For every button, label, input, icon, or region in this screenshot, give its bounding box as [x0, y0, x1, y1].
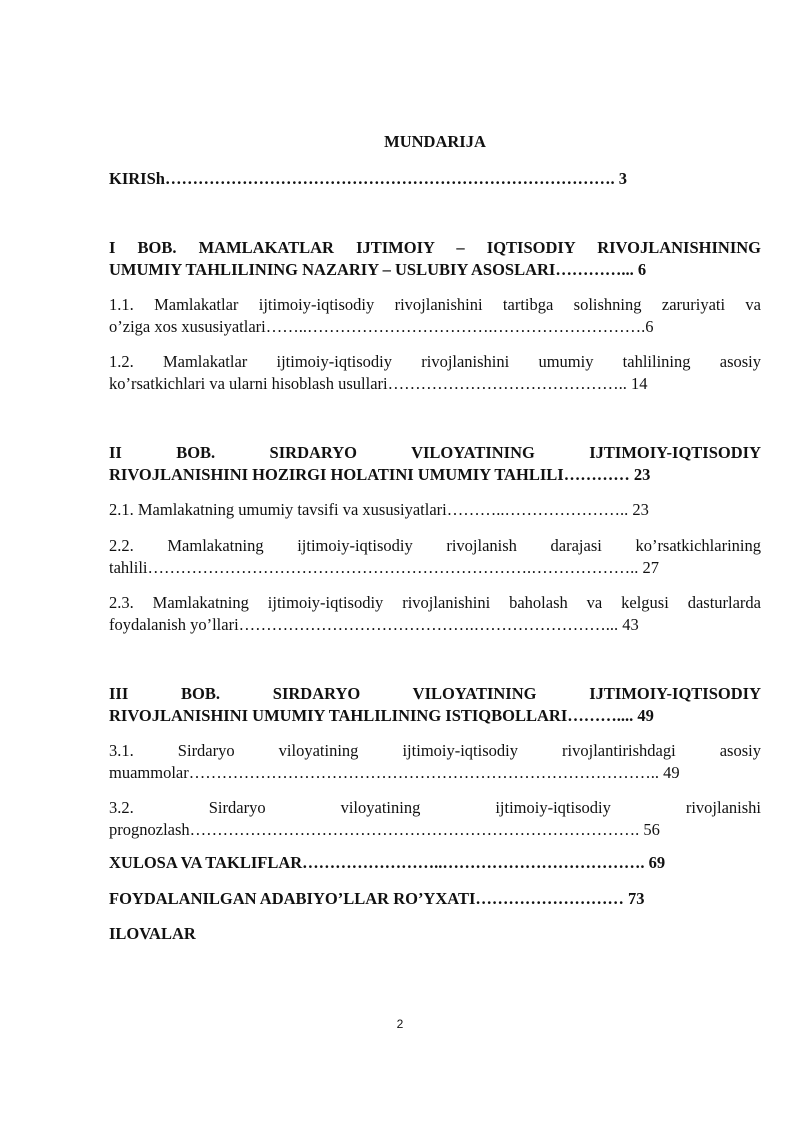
toc-section-1-2-line-2: ko’rsatkichlari va ularni hisoblash usullari…………………………………….. 14 — [109, 374, 648, 393]
toc-entry-adabiyot — [109, 889, 761, 909]
toc-section-3-2-cont — [109, 820, 761, 840]
toc-section-3-2-line-2: prognozlash………………………………………………………………………. 56 — [109, 820, 660, 839]
toc-chapter-1-cont — [109, 260, 761, 280]
toc-section-3-1 — [109, 741, 761, 761]
toc-section-2-3-line-2: foydalanish yo’llari…………………………………….……………………... 43 — [109, 615, 639, 634]
toc-chapter-3-cont — [109, 706, 761, 726]
toc-section-2-2-line-1: 2.2. Mamlakatning ijtimoiy-iqtisodiy rivojlanish darajasi ko’rsatkichlarining — [109, 536, 761, 555]
toc-section-2-2 — [109, 536, 761, 556]
toc-section-3-1-line-1: 3.1. Sirdaryo viloyatining ijtimoiy-iqtisodiy rivojlantirishdagi asosiy — [109, 741, 761, 760]
toc-section-3-2 — [109, 798, 761, 818]
toc-entry-text: XULOSA VA TAKLIFLAR……………………..………………………………. 69 — [109, 853, 666, 872]
toc-section-2-3 — [109, 593, 761, 613]
toc-section-2-3-cont — [109, 615, 761, 635]
toc-chapter-1 — [109, 238, 761, 258]
toc-section-2-2-cont — [109, 558, 761, 578]
toc-entry-text: FOYDALANILGAN ADABIYO’LLAR RO’YXATI……………………… 73 — [109, 889, 645, 908]
toc-section-1-1-line-2: o’ziga xos xususiyatlari……..…………………………….……………………….6 — [109, 317, 654, 336]
toc-section-3-2-line-1: 3.2. Sirdaryo viloyatining ijtimoiy-iqtisodiy rivojlanishi — [109, 798, 761, 817]
toc-section-1-2-cont — [109, 374, 761, 394]
toc-entry-text: KIRISh………………………………………………………………………. 3 — [109, 169, 627, 188]
page-title: MUNDARIJA — [384, 132, 486, 151]
toc-section-1-1 — [109, 295, 761, 315]
toc-section-3-1-cont — [109, 763, 761, 783]
toc-section-1-1-cont — [109, 317, 761, 337]
toc-entry-xulosa — [109, 853, 761, 873]
toc-section-3-1-line-2: muammolar………………………………………………………………………….. 49 — [109, 763, 680, 782]
toc-section-1-1-line-1: 1.1. Mamlakatlar ijtimoiy-iqtisodiy rivojlanishini tartibga solishning zaruriyati va — [109, 295, 761, 314]
toc-chapter-2-line-2: RIVOJLANISHINI HOZIRGI HOLATINI UMUMIY TAHLILI………… 23 — [109, 465, 651, 484]
toc-chapter-1-line-2: UMUMIY TAHLILINING NAZARIY – USLUBIY ASOSLARI…………... 6 — [109, 260, 647, 279]
toc-chapter-2-line-1: II BOB. SIRDARYO VILOYATINING IJTIMOIY-IQTISODIY — [109, 443, 761, 462]
toc-entry-kirish — [109, 169, 761, 189]
toc-chapter-3-line-1: III BOB. SIRDARYO VILOYATINING IJTIMOIY-IQTISODIY — [109, 684, 761, 703]
toc-section-2-1-line-1: 2.1. Mamlakatning umumiy tavsifi va xususiyatlari………..………………….. 23 — [109, 500, 649, 519]
toc-section-2-2-line-2: tahlili…………………………………………………………….……………….. 27 — [109, 558, 659, 577]
toc-section-1-2 — [109, 352, 761, 372]
toc-entry-text: ILOVALAR — [109, 924, 196, 943]
toc-chapter-3 — [109, 684, 761, 704]
toc-chapter-2 — [109, 443, 761, 463]
toc-chapter-2-cont — [109, 465, 761, 485]
toc-section-2-1 — [109, 500, 761, 520]
toc-entry-ilovalar — [109, 924, 761, 944]
toc-chapter-1-line-1: I BOB. MAMLAKATLAR IJTIMOIY – IQTISODIY RIVOJLANISHINING — [109, 238, 761, 257]
page-number: 2 — [396, 1017, 404, 1031]
toc-chapter-3-line-2: RIVOJLANISHINI UMUMIY TAHLILINING ISTIQBOLLARI……….... 49 — [109, 706, 654, 725]
toc-section-1-2-line-1: 1.2. Mamlakatlar ijtimoiy-iqtisodiy rivojlanishini umumiy tahlilining asosiy — [109, 352, 761, 371]
toc-section-2-3-line-1: 2.3. Mamlakatning ijtimoiy-iqtisodiy rivojlanishini baholash va kelgusi dasturlarda — [109, 593, 761, 612]
